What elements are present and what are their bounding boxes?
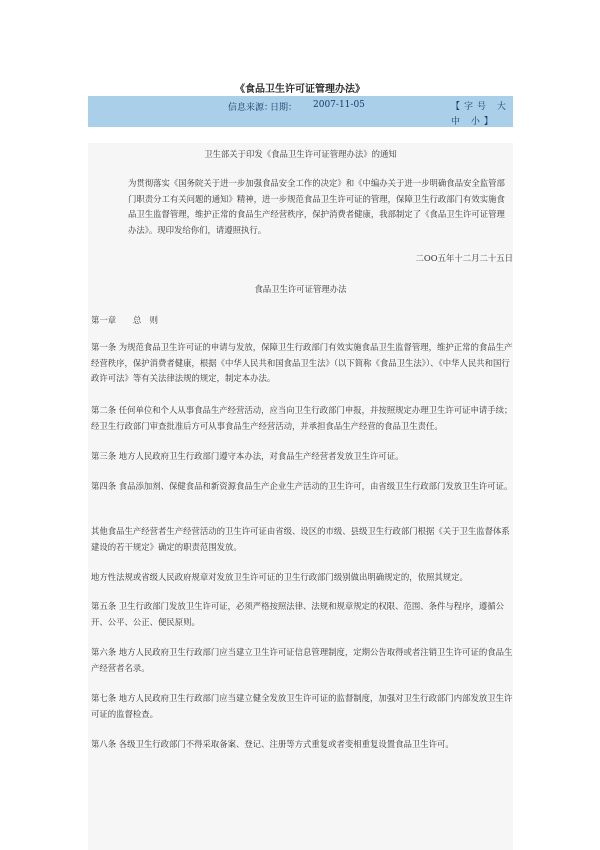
article-paragraph: 第一条 为规范食品卫生许可证的申请与发放，保障卫生行政部门有效实施食品卫生监督管理，维护正常的食品生产经营秩序，保护消费者健康，根据《中华人民共和国食品卫生法》（以下简称《食品卫生法》）、《中华人民共和国行政许可法》等有关法律法规的规定，制定本办法。 — [91, 342, 513, 383]
article-paragraph: 第五条 卫生行政部门发放卫生许可证，必须严格按照法律、法规和规章规定的权限、范围、条件与程序，遵循公开、公平、公正、便民原则。 — [91, 601, 505, 627]
info-date-value: 2007-11-05 — [313, 100, 365, 110]
article-paragraph: 第二条 任何单位和个人从事食品生产经营活动，应当向卫生行政部门申报，并按照规定办理卫生许可证申请手续；经卫生行政部门审查批准后方可从事食品生产经营活动，并承担食品生产经营的食品卫生责任。 — [91, 405, 513, 431]
notice-body: 为贯彻落实《国务院关于进一步加强食品安全工作的决定》和《中编办关于进一步明确食品安全监管部门职责分工有关问题的通知》精神，进一步规范食品卫生许可证的管理，保障卫生行政部门有效实施食品卫生监督管理，维护正常的食品生产经营秩序，保护消费者健康，我部制定了《食品卫生许可证管理办法》。现印发给你们，请遵照执行。 — [128, 178, 505, 235]
notice-title: 卫生部关于印发《食品卫生许可证管理办法》的通知 — [204, 149, 397, 159]
article-paragraph: 地方性法规或省级人民政府规章对发放卫生许可证的卫生行政部门级别做出明确规定的，依照其规定。 — [91, 572, 468, 582]
article-paragraph: 其他食品生产经营者生产经营活动的卫生许可证由省级、设区的市级、县级卫生行政部门根据《关于卫生监督体系建设的若干规定》确定的职责范围发放。 — [91, 526, 510, 552]
article-paragraph: 第八条 各级卫生行政部门不得采取备案、登记、注册等方式重复或者变相重复设置食品卫生许可。 — [91, 739, 454, 749]
article-paragraph: 第三条 地方人民政府卫生行政部门遵守本办法，对食品生产经营者发放卫生许可证。 — [91, 451, 404, 461]
article-paragraph: 第六条 地方人民政府卫生行政部门应当建立卫生许可证信息管理制度，定期公告取得或者注销卫生许可证的食品生产经营者名录。 — [91, 647, 513, 673]
notice-date: 二OO五年十二月二十五日 — [415, 253, 513, 263]
article-paragraph: 第四条 食品添加剂、保健食品和新资源食品生产企业生产活动的卫生许可，由省级卫生行政部门发放卫生许可证。 — [91, 481, 513, 491]
info-date-label: 日期： — [270, 103, 298, 113]
page-title: 《食品卫生许可证管理办法》 — [235, 84, 365, 95]
doc-title: 食品卫生许可证管理办法 — [254, 284, 347, 294]
info-bar — [88, 96, 513, 127]
article-paragraph: 第七条 地方人民政府卫生行政部门应当建立健全发放卫生许可证的监督制度，加强对卫生行政部门内部发放卫生许可证的监督检查。 — [91, 693, 513, 719]
info-source-label: 信息来源： — [228, 103, 274, 113]
article-content — [88, 143, 513, 850]
font-size-control[interactable]: 【字号 大 中 小】 — [451, 102, 510, 127]
chapter-heading: 第一章 总 则 — [91, 315, 158, 325]
